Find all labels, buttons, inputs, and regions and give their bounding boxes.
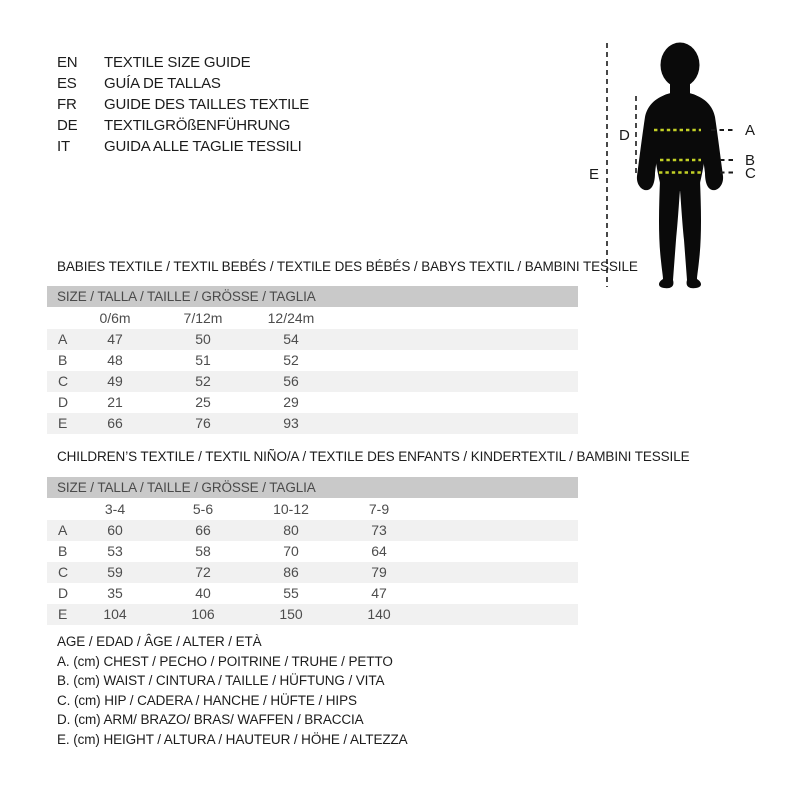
table-cell: 35 xyxy=(107,585,123,601)
table-row xyxy=(47,583,578,604)
table-cell: 21 xyxy=(107,394,123,410)
empty-corner-cell xyxy=(47,307,71,329)
babies-section-title: BABIES TEXTILE / TEXTIL BEBÉS / TEXTILE DES BÉBÉS / BABYS TEXTIL / BAMBINI TESSILE xyxy=(57,259,638,274)
table-cell: 49 xyxy=(107,373,123,389)
table-cell: 48 xyxy=(107,352,123,368)
table-cell: 40 xyxy=(195,585,211,601)
table-cell: 53 xyxy=(107,543,123,559)
table-row xyxy=(47,350,578,371)
table-cell: 55 xyxy=(283,585,299,601)
row-label: B xyxy=(58,543,68,559)
table-cell: 73 xyxy=(371,522,387,538)
table-cell: 150 xyxy=(279,606,303,622)
table-row xyxy=(47,329,578,350)
child-silhouette xyxy=(637,43,723,289)
lang-code: FR xyxy=(57,96,77,113)
column-header: 0/6m xyxy=(99,310,131,326)
row-label: E xyxy=(58,415,68,431)
table-row xyxy=(47,371,578,392)
table-cell: 54 xyxy=(283,331,299,347)
babies-size-table xyxy=(47,286,578,434)
measurement-legend xyxy=(57,632,408,750)
row-label: D xyxy=(58,394,69,410)
lang-title: TEXTILGRÖßENFÜHRUNG xyxy=(104,117,291,134)
row-label: D xyxy=(58,585,69,601)
table-row xyxy=(47,604,578,625)
language-title-list xyxy=(57,52,309,157)
column-header: 10-12 xyxy=(273,501,309,517)
row-label: C xyxy=(58,564,69,580)
lang-code: IT xyxy=(57,138,70,155)
table-cell: 93 xyxy=(283,415,299,431)
children-table-header: SIZE / TALLA / TAILLE / GRÖSSE / TAGLIA xyxy=(47,477,578,498)
table-cell: 50 xyxy=(195,331,211,347)
lang-row-de xyxy=(57,115,309,136)
table-cell: 70 xyxy=(283,543,299,559)
legend-hip-line: C. (cm) HIP / CADERA / HANCHE / HÜFTE / HIPS xyxy=(57,692,357,708)
table-cell: 47 xyxy=(371,585,387,601)
lang-row-es xyxy=(57,73,309,94)
lang-title: TEXTILE SIZE GUIDE xyxy=(104,54,251,71)
column-header: 3-4 xyxy=(104,501,126,517)
table-cell: 58 xyxy=(195,543,211,559)
table-cell: 106 xyxy=(191,606,215,622)
lang-title: GUIDE DES TAILLES TEXTILE xyxy=(104,96,310,113)
table-cell: 25 xyxy=(195,394,211,410)
row-label: E xyxy=(58,606,68,622)
empty-corner-cell xyxy=(47,498,71,520)
label-height-e: E xyxy=(589,166,600,183)
table-row xyxy=(47,413,578,434)
legend-chest-line: A. (cm) CHEST / PECHO / POITRINE / TRUHE / PETTO xyxy=(57,653,393,669)
table-cell: 56 xyxy=(283,373,299,389)
table-row xyxy=(47,520,578,541)
lang-row-it xyxy=(57,136,309,157)
table-cell: 52 xyxy=(195,373,211,389)
column-header: 5-6 xyxy=(192,501,214,517)
table-cell: 86 xyxy=(283,564,299,580)
lang-row-fr xyxy=(57,94,309,115)
lang-row-en xyxy=(57,52,309,73)
table-cell: 59 xyxy=(107,564,123,580)
legend-arm-line: D. (cm) ARM/ BRAZO/ BRAS/ WAFFEN / BRACCIA xyxy=(57,712,364,728)
lang-code: ES xyxy=(57,75,77,92)
table-cell: 66 xyxy=(107,415,123,431)
label-hip-c: C xyxy=(745,165,756,182)
lang-code: DE xyxy=(57,117,78,134)
child-silhouette-diagram xyxy=(580,30,800,290)
table-cell: 64 xyxy=(371,543,387,559)
table-cell: 29 xyxy=(283,394,299,410)
lang-title: GUÍA DE TALLAS xyxy=(104,75,221,92)
legend-height-line: E. (cm) HEIGHT / ALTURA / HAUTEUR / HÖHE / ALTEZZA xyxy=(57,731,408,747)
legend-waist-line: B. (cm) WAIST / CINTURA / TAILLE / HÜFTUNG / VITA xyxy=(57,673,385,689)
table-cell: 104 xyxy=(103,606,127,622)
children-column-header-row xyxy=(47,498,578,520)
row-label: A xyxy=(58,331,68,347)
label-waist-b: B xyxy=(745,152,756,169)
table-cell: 79 xyxy=(371,564,387,580)
children-section-title: CHILDREN’S TEXTILE / TEXTIL NIÑO/A / TEXTILE DES ENFANTS / KINDERTEXTIL / BAMBINI TESSILE xyxy=(57,449,690,464)
row-label: C xyxy=(58,373,69,389)
table-cell: 52 xyxy=(283,352,299,368)
table-cell: 51 xyxy=(195,352,211,368)
table-row xyxy=(47,541,578,562)
legend-age-line: AGE / EDAD / ÂGE / ALTER / ETÀ xyxy=(57,634,262,649)
table-cell: 80 xyxy=(283,522,299,538)
column-header: 7-9 xyxy=(368,501,390,517)
column-header: 7/12m xyxy=(183,310,223,326)
label-chest-a: A xyxy=(745,122,756,139)
row-label: B xyxy=(58,352,68,368)
table-cell: 66 xyxy=(195,522,211,538)
lang-code: EN xyxy=(57,54,78,71)
row-label: A xyxy=(58,522,68,538)
table-cell: 140 xyxy=(367,606,391,622)
column-header: 12/24m xyxy=(267,310,315,326)
table-cell: 47 xyxy=(107,331,123,347)
table-row xyxy=(47,392,578,413)
table-cell: 60 xyxy=(107,522,123,538)
table-cell: 76 xyxy=(195,415,211,431)
babies-column-header-row xyxy=(47,307,578,329)
lang-title: GUIDA ALLE TAGLIE TESSILI xyxy=(104,138,302,155)
babies-table-header: SIZE / TALLA / TAILLE / GRÖSSE / TAGLIA xyxy=(47,286,578,307)
table-row xyxy=(47,562,578,583)
label-arm-d: D xyxy=(619,127,630,144)
table-cell: 72 xyxy=(195,564,211,580)
children-size-table xyxy=(47,477,578,625)
